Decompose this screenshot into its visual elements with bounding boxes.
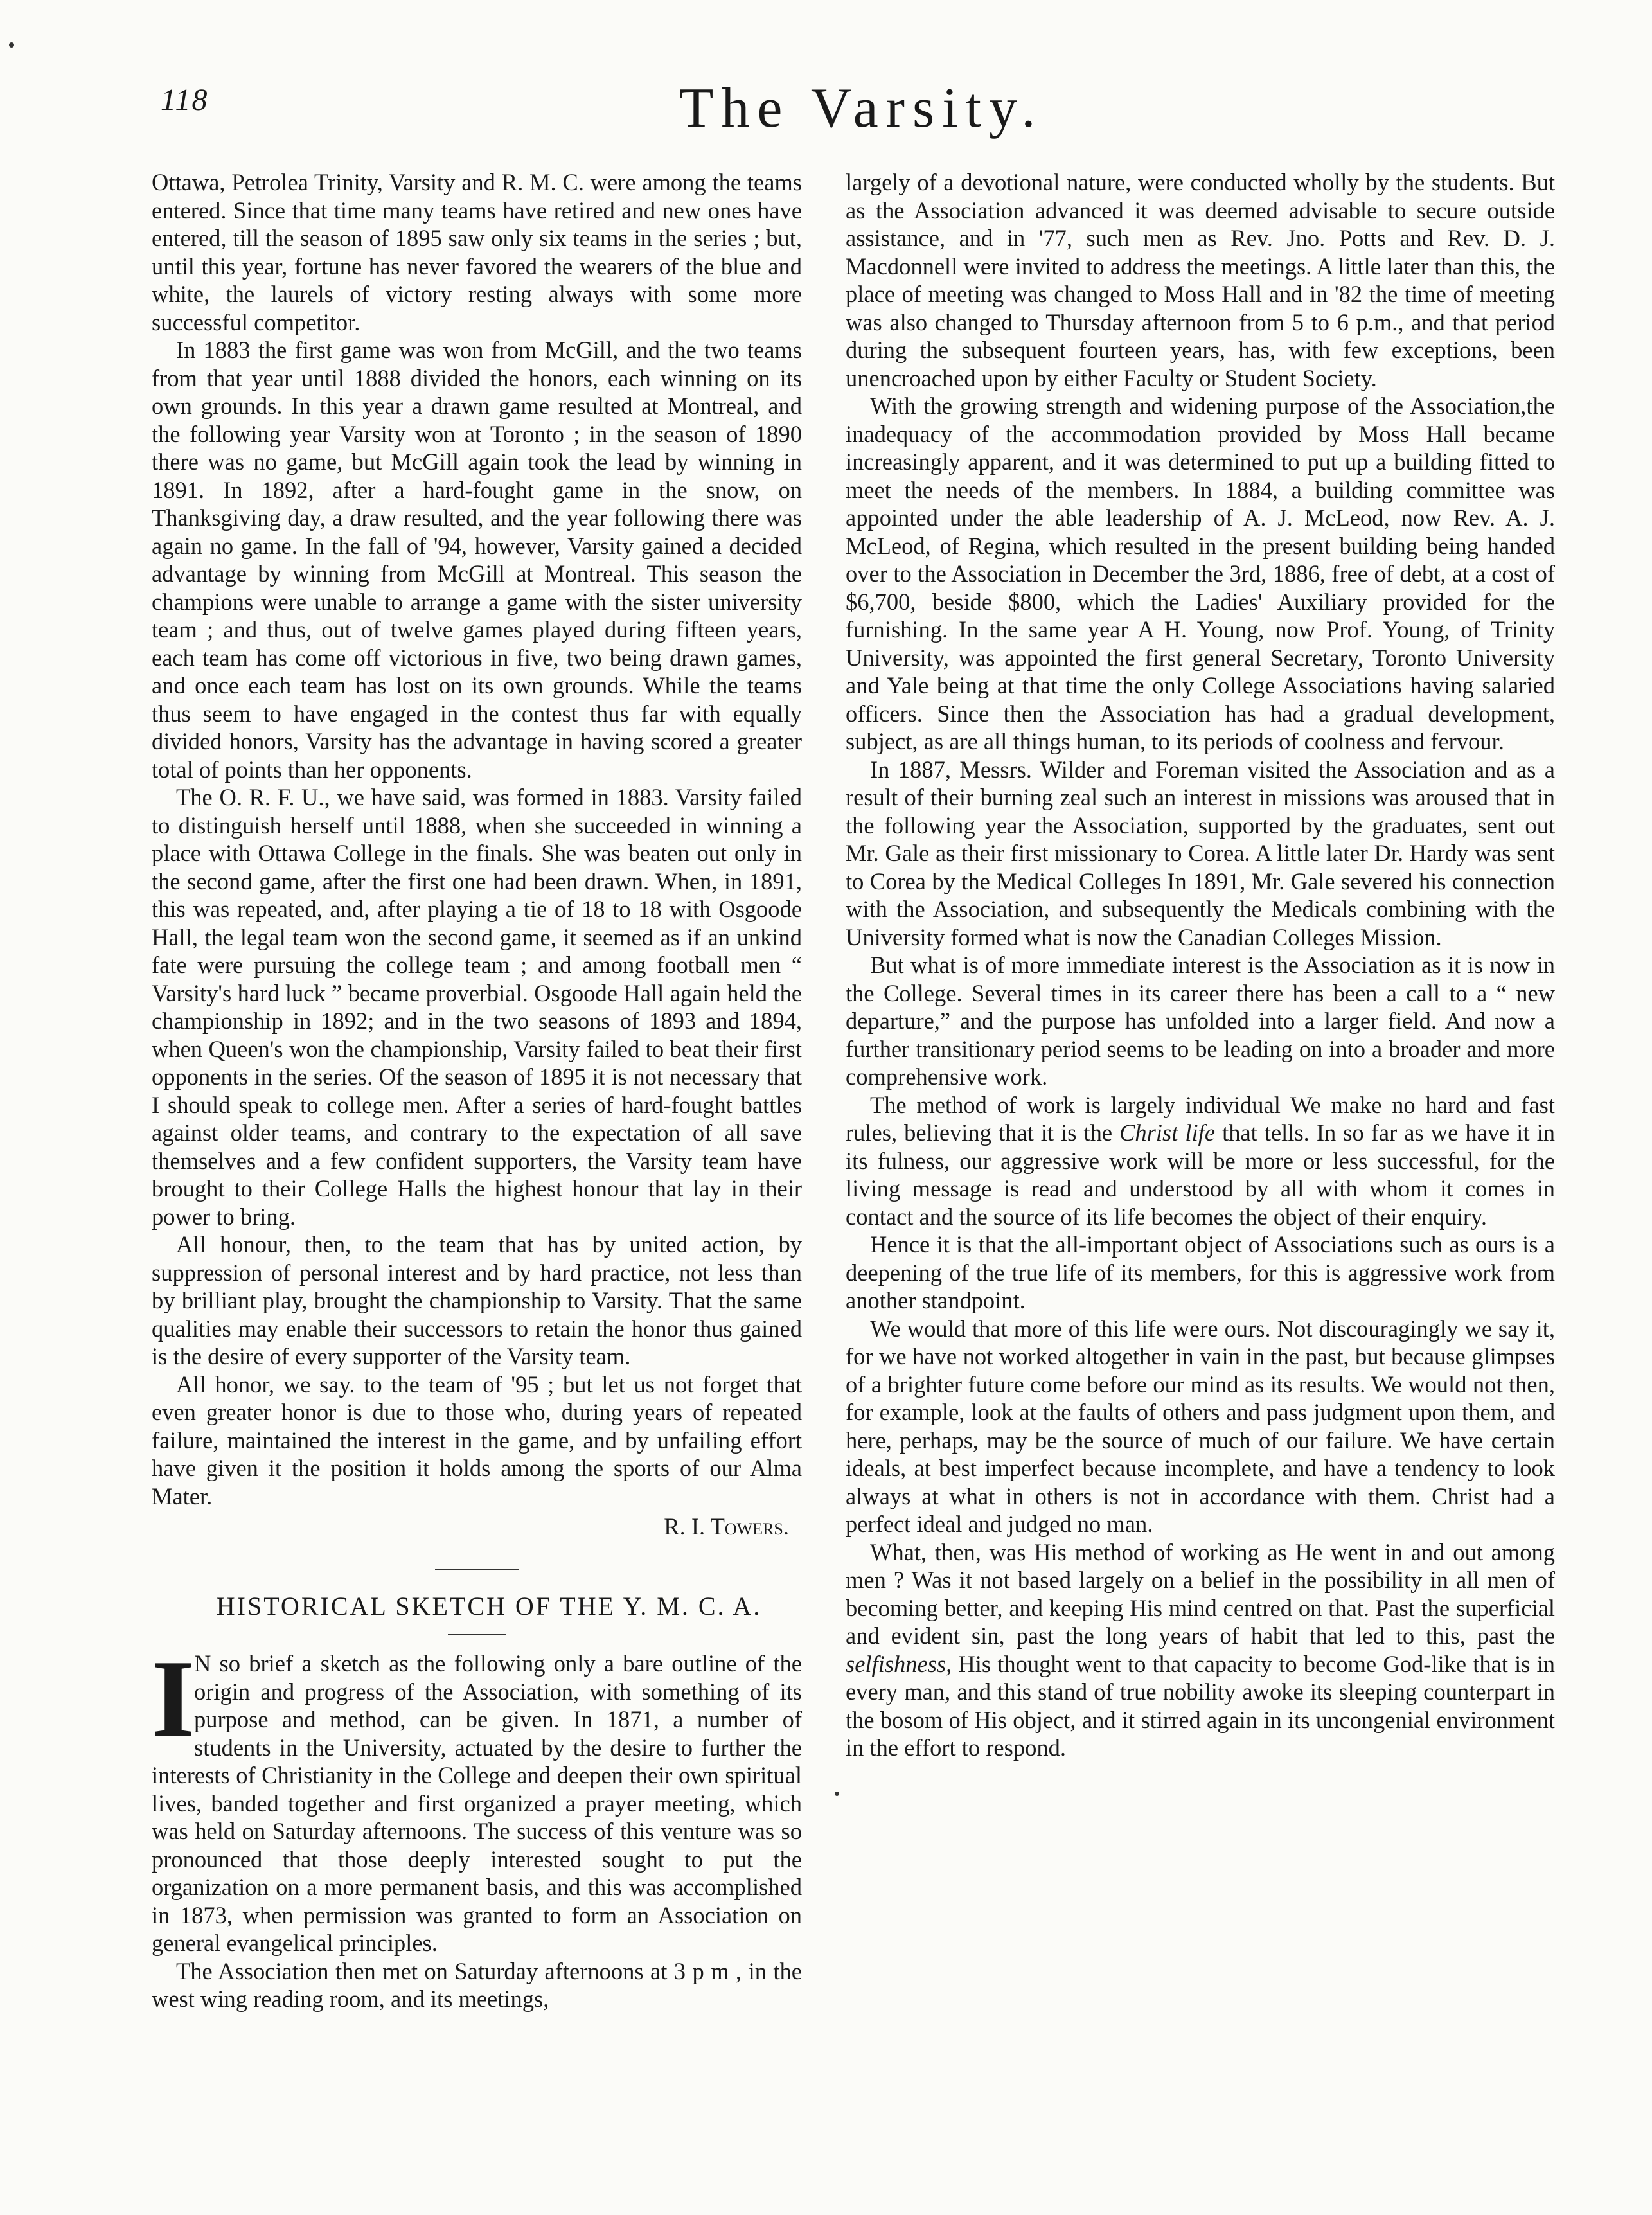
- right-column: [846, 168, 1555, 1762]
- paragraph: The O. R. F. U., we have said, was formed in 1883. Varsity failed to distinguish herself until 1888, when she succeeded in winning a place with Ottawa College in the finals. She was beaten out only in the second game, after the first one had been drawn. When, in 1891, this was repeated, and, after playing a tie of 18 to 18 with Osgoode Hall, the legal team won the second game, it seemed as if an unkind fate were pursuing the college team ; and among football men “ Varsity's hard luck ” became proverbial. Osgoode Hall again held the championship in 1892; and in the two seasons of 1893 and 1894, when Queen's won the championship, Varsity failed to beat their first opponents in the series. Of the season of 1895 it is not necessary that I should speak to college men. After a series of hard-fought battles against older teams, and contrary to the expectation of all save themselves and a few confident supporters, the Varsity team have brought to their College Halls the highest honour that lay in their power to bring.: [152, 784, 802, 1230]
- gutter-dot: [835, 1792, 839, 1796]
- paragraph: With the growing strength and widening purpose of the Association,the inadequacy of the accommodation provided by Moss Hall became increasingly apparent, and it was determined to put up a building fitted to meet the needs of the members. In 1884, a building committee was appointed under the able leadership of A. J. McLeod, now Rev. A. J. McLeod, of Regina, which resulted in the present building being handed over to the Association in December the 3rd, 1886, free of debt, at a cost of $6,700, beside $800, which the Ladies' Auxiliary provided for the furnishing. In the same year A H. Young, now Prof. Young, of Trinity University, was appointed the first general Secretary, Toronto University and Yale being at that time the only College Associations having salaried officers. Since then the Association has had a gradual development, subject, as are all things human, to its periods of coolness and fervour.: [846, 393, 1555, 754]
- section-divider: [435, 1569, 519, 1570]
- paragraph-text: His thought went to that capacity to become God-like that is in every man, and this stand of true nobility awoke its sleeping counterpart in the bosom of His object, and it stirred again in its uncongenial environment in the effort to respond.: [846, 1650, 1555, 1761]
- paragraph-text: What, then, was His method of working as He went in and out among men ? Was it not based largely on a belief in the possibility in all men of becoming better, and keeping His mind centred on that. Past the superficial and evident sin, past the long years of habit that led to this, past the: [846, 1538, 1555, 1649]
- paragraph-text: The method of work is largely individual We make no hard and fast rules, believing that it is the: [846, 1091, 1555, 1146]
- paragraph: largely of a devotional nature, were conducted wholly by the students. But as the Association advanced it was deemed advisable to secure outside assistance, and in '77, such men as Rev. Jno. Potts and Rev. D. J. Macdonnell were invited to address the meetings. A little later than this, the place of meeting was changed to Moss Hall and in '82 the time of meeting was also changed to Thursday afternoon from 5 to 6 p.m., and that period during the subsequent fourteen years, has, with few exceptions, been unencroached upon by either Faculty or Student Society.: [846, 169, 1555, 391]
- left-column: [152, 168, 802, 2013]
- paragraph: Hence it is that the all-important object of Associations such as ours is a deepening of the true life of its members, for this is aggressive work from another standpoint.: [846, 1231, 1555, 1313]
- paragraph: We would that more of this life were ours. Not discouragingly we say it, for we have not worked altogether in vain in the past, but because glimpses of a brighter future come before our mind as its results. We would not then, for example, look at the faults of others and pass judgment upon them, and here, perhaps, may be the source of much of our failure. We have certain ideals, at best imperfect because incomplete, and have a tendency to look always at what in others is not in accordance with them. Christ had a perfect ideal and judged no man.: [846, 1315, 1555, 1537]
- paragraph: Ottawa, Petrolea Trinity, Varsity and R. M. C. were among the teams entered. Since that time many teams have retired and new ones have entered, till the season of 1895 saw only six teams in the series ; but, until this year, fortune has never favored the wearers of the blue and white, the laurels of victory resting always with some more successful competitor.: [152, 169, 802, 335]
- paragraph: [846, 1091, 1555, 1231]
- paragraph: But what is of more immediate interest is the Association as it is now in the College. Several times in its career there has been a call to a “ new departure,” and the purpose has unfolded into a larger field. And now a further transitionary period seems to be leading on into a broader and more comprehensive work.: [846, 952, 1555, 1090]
- drop-cap: I: [152, 1638, 195, 1760]
- paragraph: All honor, we say. to the team of '95 ; but let us not forget that even greater honor is due to those who, during years of repeated failure, maintained the interest in the game, and by unfailing effort have given it the position it holds among the sports of our Alma Mater.: [152, 1371, 802, 1509]
- paragraph: In 1887, Messrs. Wilder and Foreman visited the Association and as a result of their burning zeal such an interest in missions was aroused that in the following year the Association, supported by the graduates, sent out Mr. Gale as their first missionary to Corea. A little later Dr. Hardy was sent to Corea by the Medical Colleges In 1891, Mr. Gale severed his connection with the Association, and subsequently the Medicals combining with the University formed what is now the Canadian Colleges Mission.: [846, 756, 1555, 950]
- paragraph-text: that tells. In so far as we have it in its fulness, our aggressive work will be more or less successful, for the living message is read and understood by all with whom it comes in contact and the source of its life becomes the object of their enquiry.: [846, 1119, 1555, 1230]
- masthead-title: The Varsity.: [679, 77, 1044, 139]
- heading-divider: [448, 1634, 506, 1635]
- paragraph: [152, 1638, 802, 1957]
- emphasis: Christ life: [1119, 1119, 1216, 1146]
- paragraph: All honour, then, to the team that has by united action, by suppression of personal interest and by hard practice, not less than by brilliant play, brought the championship to Varsity. That the same qualities may enable their successors to retain the honor thus gained is the desire of every supporter of the Varsity team.: [152, 1231, 802, 1369]
- paragraph: [846, 1538, 1555, 1762]
- paragraph: The Association then met on Saturday afternoons at 3 p m , in the west wing reading room, and its meetings,: [152, 1957, 802, 2012]
- margin-dot: [9, 42, 14, 48]
- article-heading: HISTORICAL SKETCH OF THE Y. M. C. A.: [216, 1591, 762, 1621]
- author-signature: R. I. Towers.: [664, 1513, 789, 1540]
- page-number: 118: [161, 83, 209, 117]
- paragraph-text: N so brief a sketch as the following only a bare outline of the origin and progress of the Association, with something of its purpose and method, can be given. In 1871, a number of students in the University, actuated by the desire to further the interests of Christianity in the College and deepen their own spiritual lives, banded together and first organized a prayer meeting, which was held on Saturday afternoons. The success of this venture was so pronounced that those deeply interested sought to put the organization on a more permanent basis, and this was accomplished in 1873, when permission was granted to form an Association on general evangelical principles.: [152, 1650, 802, 1956]
- paragraph: In 1883 the first game was won from McGill, and the two teams from that year until 1888 divided the honors, each winning on its own grounds. In this year a drawn game resulted at Montreal, and the following year Varsity won at Toronto ; in the season of 1890 there was no game, but McGill again took the lead by winning in 1891. In 1892, after a hard-fought game in the snow, on Thanksgiving day, a draw resulted, and the year following there was again no game. In the fall of '94, however, Varsity gained a decided advantage by winning from McGill at Montreal. This season the champions were unable to arrange a game with the sister university team ; and thus, out of twelve games played during fifteen years, each team has come off victorious in five, two being drawn games, and once each team has lost on its own grounds. While the teams thus seem to have engaged in the contest thus far with equally divided honors, Varsity has the advantage in having scored a greater total of points than her opponents.: [152, 337, 802, 783]
- emphasis: selfishness,: [846, 1650, 952, 1677]
